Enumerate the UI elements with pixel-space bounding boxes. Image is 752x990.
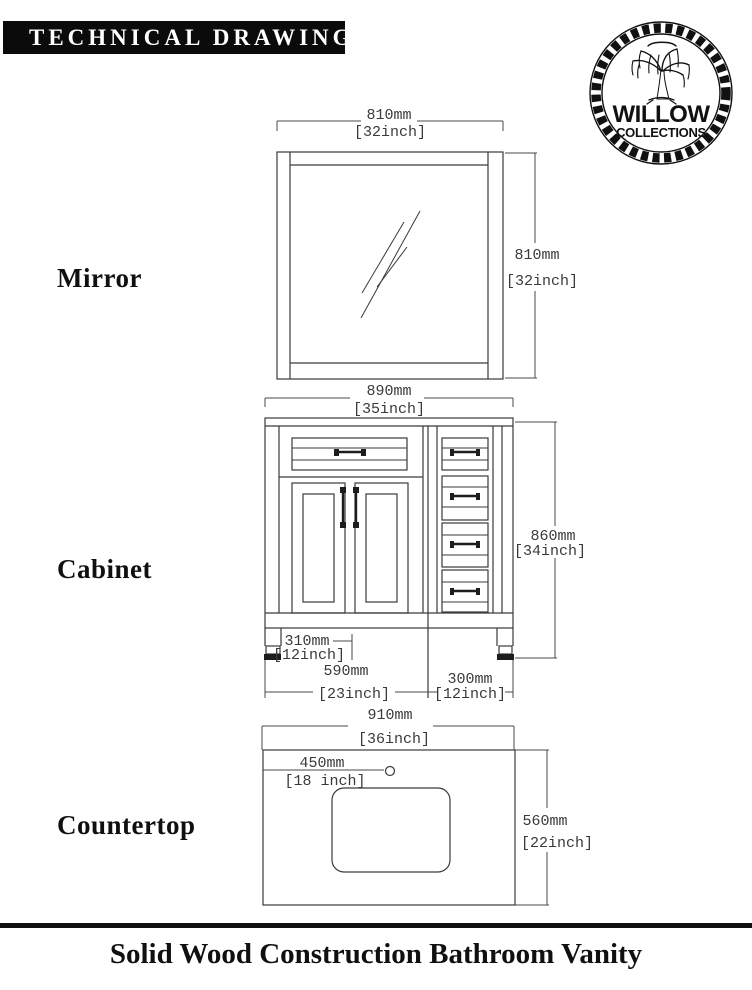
svg-text:860mm: 860mm: [530, 528, 576, 545]
svg-text:450mm: 450mm: [299, 755, 345, 772]
drawer-handle: [334, 449, 366, 456]
svg-text:300mm: 300mm: [447, 671, 493, 688]
svg-text:810mm: 810mm: [514, 247, 560, 264]
cabinet-drawers-width-dimension: [428, 671, 513, 703]
svg-text:890mm: 890mm: [366, 383, 412, 400]
svg-text:810mm: 810mm: [366, 107, 412, 124]
svg-text:910mm: 910mm: [367, 707, 413, 724]
countertop-section-label: Countertop: [57, 810, 196, 840]
svg-text:[32inch]: [32inch]: [505, 273, 579, 290]
svg-text:[18 inch]: [18 inch]: [284, 773, 366, 790]
cabinet-doors-width-dimension: [265, 663, 428, 703]
cabinet-side-drawer-2: [442, 476, 488, 520]
svg-text:310mm: 310mm: [284, 633, 330, 650]
door-handle: [353, 487, 359, 528]
mirror-drawing: [277, 152, 503, 379]
cabinet-height-dimension: [514, 422, 586, 658]
countertop-depth-dimension: [515, 750, 593, 905]
countertop-width-dimension: [262, 707, 514, 750]
svg-text:[36inch]: [36inch]: [357, 731, 431, 748]
mirror-section-label: Mirror: [57, 263, 142, 293]
cabinet-side-drawer-1: [442, 438, 488, 470]
cabinet-section-label: Cabinet: [57, 554, 153, 584]
drawer-handle: [450, 493, 480, 500]
cabinet-left-door: [292, 483, 346, 613]
svg-text:560mm: 560mm: [522, 813, 568, 830]
sink-cutout: [332, 788, 450, 872]
drawer-handle: [450, 588, 480, 595]
cabinet-width-dimension: [265, 383, 513, 418]
cabinet-right-foot: [497, 628, 514, 660]
mirror-height-dimension: [505, 153, 578, 378]
banner-title: TECHNICAL DRAWING: [29, 24, 355, 50]
cabinet-side-drawer-3: [442, 523, 488, 567]
drawer-handle: [450, 449, 480, 456]
svg-text:[32inch]: [32inch]: [353, 124, 427, 141]
svg-text:[35inch]: [35inch]: [352, 401, 426, 418]
svg-text:[34inch]: [34inch]: [513, 543, 587, 560]
faucet-hole: [386, 767, 395, 776]
footer-divider: [0, 923, 752, 928]
countertop-faucet-dimension: [263, 755, 384, 790]
svg-text:590mm: 590mm: [323, 663, 369, 680]
cabinet-side-drawer-4: [442, 570, 488, 612]
svg-text:[22inch]: [22inch]: [520, 835, 594, 852]
drawer-handle: [450, 541, 480, 548]
cabinet-top-drawer: [292, 438, 407, 470]
logo-subtitle-text: COLLECTIONS: [616, 125, 706, 140]
mirror-glare-lines: [361, 211, 420, 318]
svg-text:[23inch]: [23inch]: [317, 686, 391, 703]
footer-caption: Solid Wood Construction Bathroom Vanity: [109, 938, 643, 970]
svg-text:[12inch]: [12inch]: [272, 647, 346, 664]
svg-text:[12inch]: [12inch]: [433, 686, 507, 703]
cabinet-drawer-width-dimension: [273, 633, 352, 664]
cabinet-right-door: [353, 483, 408, 613]
mirror-width-dimension: [277, 107, 503, 141]
logo-brand-text: WILLOW: [612, 101, 710, 128]
